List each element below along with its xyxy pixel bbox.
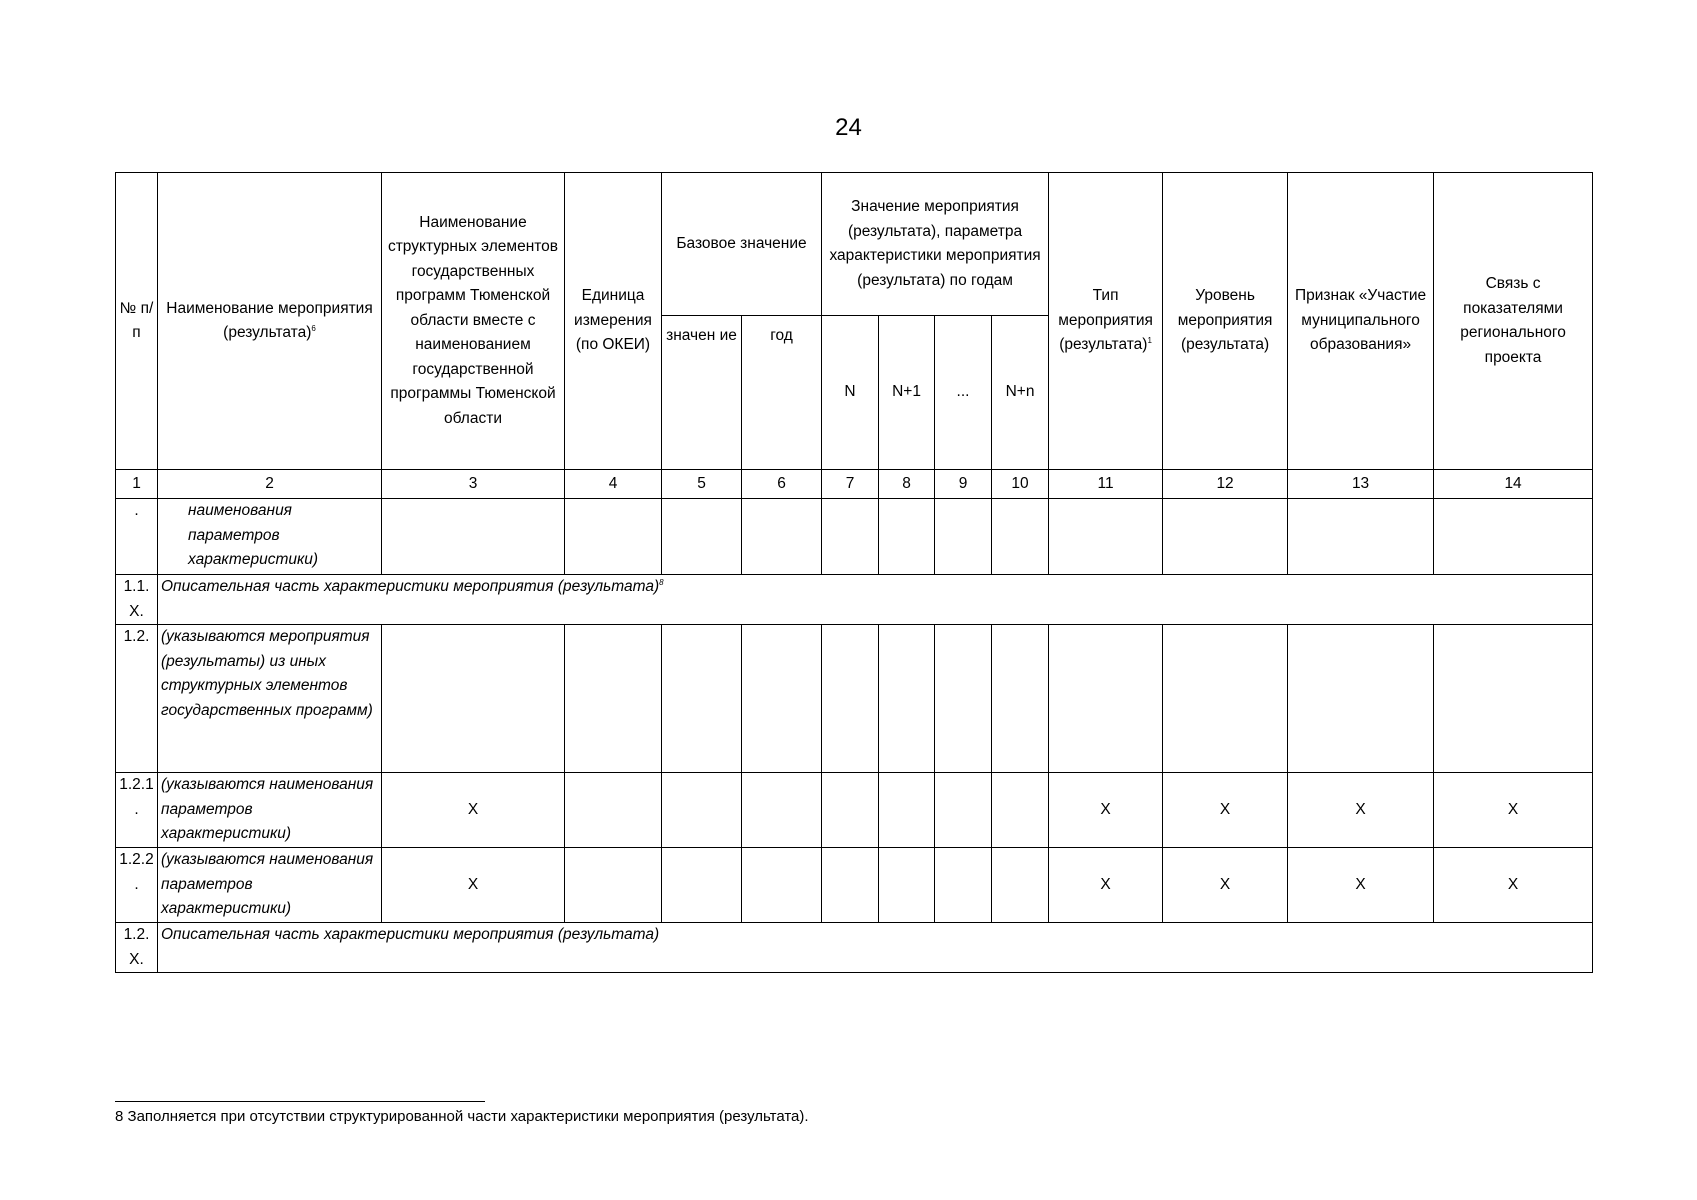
row-text: (указываются наименования параметров характеристики): [158, 773, 382, 848]
row-text: (указываются наименования параметров характеристики): [158, 848, 382, 923]
row-number: .: [116, 499, 158, 575]
header-year-dots: ...: [935, 316, 992, 470]
header-unit: Единица измерения (по ОКЕИ): [565, 173, 662, 470]
header-number: № п/п: [116, 173, 158, 470]
footnote-ref: 1: [1147, 336, 1152, 346]
header-municipal-participation: Признак «Участие муниципального образования»: [1288, 173, 1434, 470]
column-number: 4: [565, 470, 662, 499]
header-base-value-year: год: [742, 316, 822, 470]
row-descriptive-part: Описательная часть характеристики мероприятия (результата)$^8$: [158, 575, 1593, 625]
cell-x-mark: Х: [1049, 773, 1163, 848]
cell-x-mark: Х: [1163, 848, 1288, 923]
cell-x-mark: Х: [1434, 773, 1593, 848]
header-event-level: Уровень мероприятия (результата): [1163, 173, 1288, 470]
cell-x-mark: Х: [1288, 848, 1434, 923]
header-row-top: [116, 173, 1593, 316]
table-row-1-2-x: [116, 923, 1593, 973]
column-number: 5: [662, 470, 742, 499]
table-row-1-1-x: [116, 575, 1593, 625]
footnote-number: 8: [115, 1108, 124, 1125]
column-number: 3: [382, 470, 565, 499]
column-number: 2: [158, 470, 382, 499]
page-number: 24: [835, 114, 862, 141]
column-number: 11: [1049, 470, 1163, 499]
cell-x-mark: Х: [1163, 773, 1288, 848]
row-text: наименования параметров характеристики): [158, 499, 382, 575]
cell-x-mark: Х: [382, 848, 565, 923]
footnote: [115, 1107, 809, 1127]
header-event-name: Наименование мероприятия (результата)$^6$: [158, 173, 382, 470]
column-number: 10: [992, 470, 1049, 499]
row-number: 1.2.1 .: [116, 773, 158, 848]
table-row-1-2-1: [116, 773, 1593, 848]
column-number: 7: [822, 470, 879, 499]
column-number: 8: [879, 470, 935, 499]
cell-x-mark: Х: [1288, 773, 1434, 848]
footnote-divider: [115, 1101, 485, 1102]
header-base-value-value: значен ие: [662, 316, 742, 470]
row-number: 1.1. Х.: [116, 575, 158, 625]
header-regional-project-link: Связь с показателями регионального проекта: [1434, 173, 1593, 470]
table-row-1-2: [116, 625, 1593, 773]
header-values-by-year: Значение мероприятия (результата), параметра характеристики мероприятия (результата) по годам: [822, 173, 1049, 316]
cell-x-mark: Х: [1434, 848, 1593, 923]
header-base-value: Базовое значение: [662, 173, 822, 316]
table-row-continuation: [116, 499, 1593, 575]
column-number: 9: [935, 470, 992, 499]
row-text: (указываются мероприятия (результаты) из иных структурных элементов государственных программ): [158, 625, 382, 773]
column-number: 1: [116, 470, 158, 499]
cell-x-mark: Х: [1049, 848, 1163, 923]
header-year-nn: N+n: [992, 316, 1049, 470]
row-number: 1.2.2 .: [116, 848, 158, 923]
header-year-n: N: [822, 316, 879, 470]
footnote-ref: 8: [659, 578, 664, 587]
row-number: 1.2.: [116, 625, 158, 773]
header-year-n1: N+1: [879, 316, 935, 470]
column-number: 6: [742, 470, 822, 499]
header-event-type: Тип мероприятия (результата)$^1$: [1049, 173, 1163, 470]
events-table: [115, 172, 1593, 973]
row-descriptive-part: Описательная часть характеристики мероприятия (результата): [158, 923, 1593, 973]
table-row-1-2-2: [116, 848, 1593, 923]
footnote-ref: 6: [311, 324, 316, 333]
column-number: 14: [1434, 470, 1593, 499]
column-number: 13: [1288, 470, 1434, 499]
column-number-row: [116, 470, 1593, 499]
row-number: 1.2. Х.: [116, 923, 158, 973]
cell-x-mark: Х: [382, 773, 565, 848]
column-number: 12: [1163, 470, 1288, 499]
footnote-text: Заполняется при отсутствии структурированной части характеристики мероприятия (результата).: [127, 1108, 809, 1125]
header-structural-elements: Наименование структурных элементов государственных программ Тюменской области вместе с наименованием государственной программы Тюменской области: [382, 173, 565, 470]
